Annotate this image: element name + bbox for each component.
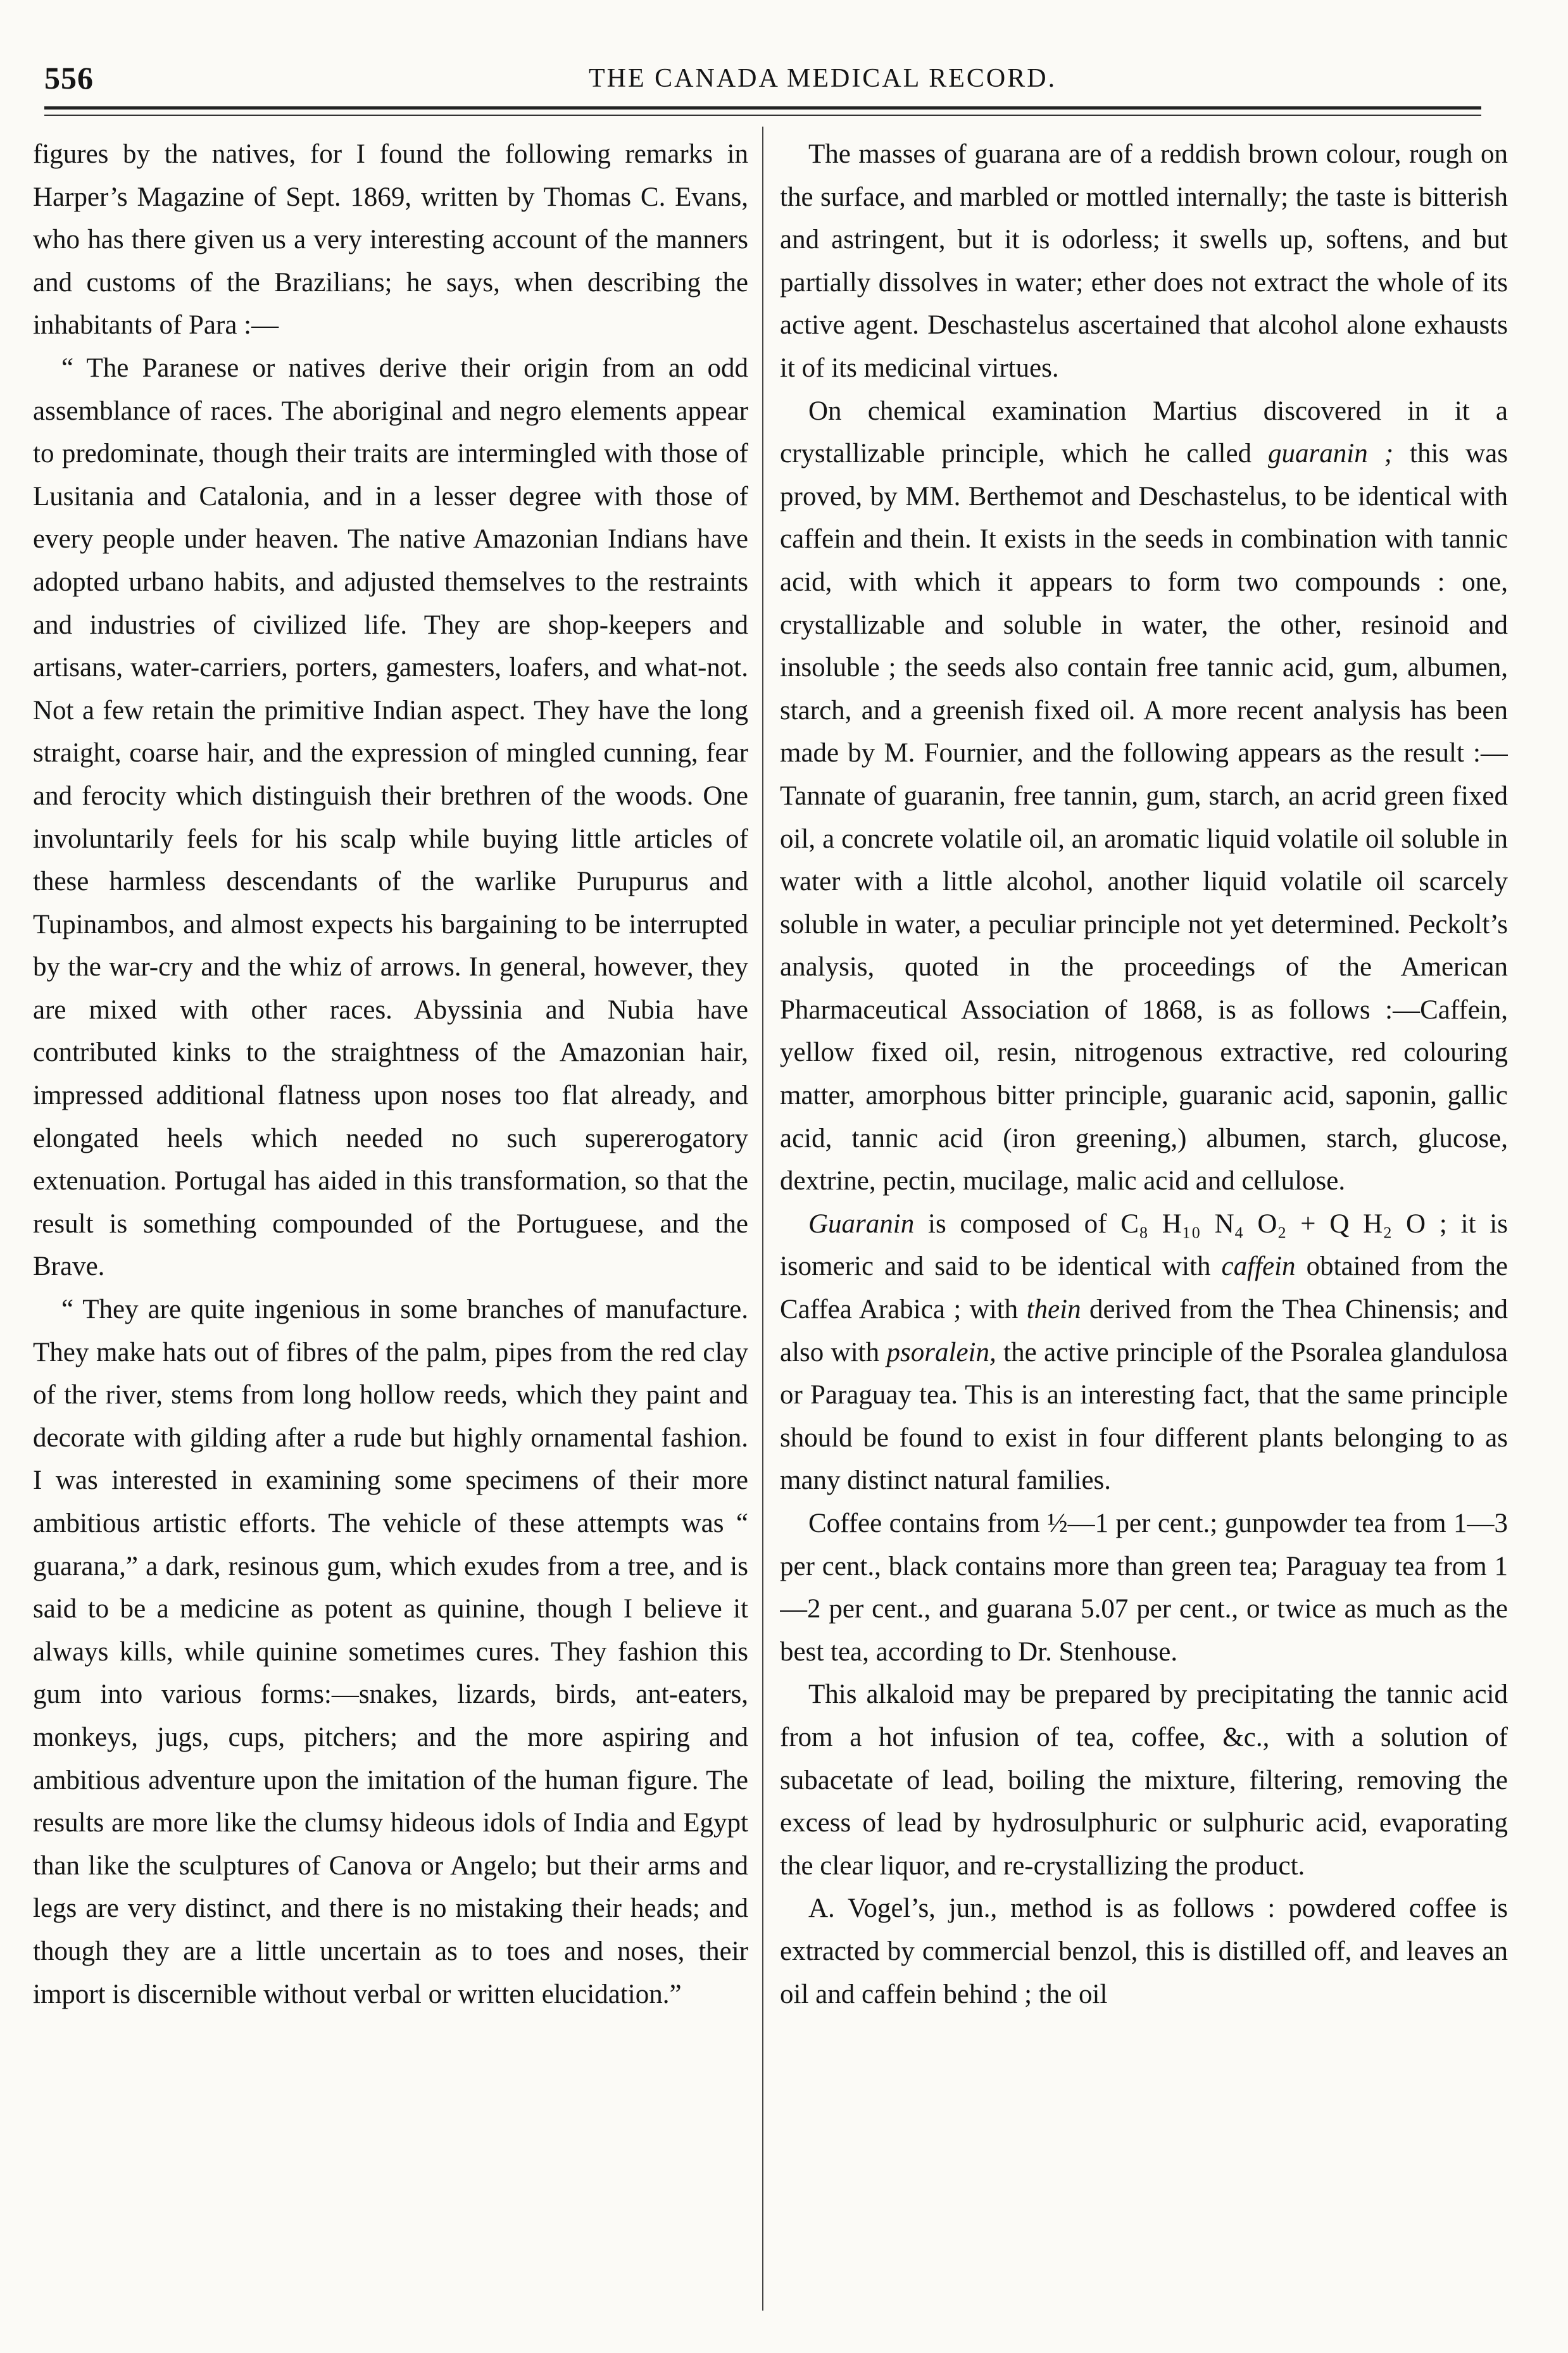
- journal-title: THE CANADA MEDICAL RECORD.: [589, 64, 1057, 93]
- term-psoralein: psoralein,: [886, 1337, 996, 1367]
- left-column: [33, 133, 748, 2311]
- right-paragraph-3-text-d: the active principle of the Psoralea glandulosa or Paraguay tea. This is an interesting fact, that the same principle should be found to exist in four different plants belonging to as many distinct natural families.: [780, 1337, 1508, 1496]
- term-thein: thein: [1026, 1295, 1081, 1325]
- term-caffein: caffein: [1221, 1252, 1296, 1282]
- right-paragraph-3-text-c: derived from the Thea Chinensis; and also with: [780, 1295, 1508, 1367]
- right-paragraph-2-text-a: On chemical examination Martius discovered in it a crystallizable principle, which he called: [780, 396, 1508, 469]
- right-paragraph-3-text-b: obtained from the Caffea Arabica ; with: [780, 1252, 1508, 1325]
- right-paragraph-1: The masses of guarana are of a reddish brown colour, rough on the surface, and marbled or mottled internally; the taste is bitterish and astringent, but it is odorless; it swells up, softens, and but partially dissolves in water; ether does not extract the whole of its active agent. Deschastelus ascertained that alcohol alone exhausts it of its medicinal virtues.: [780, 139, 1508, 383]
- term-guaranin-formula: Guaranin: [808, 1208, 915, 1239]
- right-paragraph-3: [780, 1203, 1508, 1502]
- left-paragraph-3: “ They are quite ingenious in some branches of manufacture. They make hats out of fibres of the palm, pipes from the red clay of the river, stems from long hollow reeds, which they paint and decorate with gilding after a rude but highly ornamental fashion. I was interested in examining some specimens of their more ambitious artistic efforts. The vehicle of these attempts was “ guarana,” a dark, resinous gum, which exudes from a tree, and is said to be a medicine as potent as quinine, though I believe it always kills, while quinine sometimes cures. They fashion this gum into various forms:—snakes, lizards, birds, ant-eaters, monkeys, jugs, cups, pitchers; and the more aspiring and ambitious adventure upon the imitation of the human figure. The results are more like the clumsy hideous idols of India and Egypt than like the sculptures of Canova or Angelo; but their arms and legs are very distinct, and there is no mistaking their heads; and though they are a little uncertain as to toes and noses, their import is discernible without verbal or written elucidation.”: [33, 1295, 748, 2009]
- page-number: 556: [44, 60, 94, 96]
- right-paragraph-2: [780, 390, 1508, 1203]
- right-paragraph-2-text-b: this was proved, by MM. Berthemot and Deschastelus, to be identical with caffein and thein. It exists in the seeds in combination with tannic acid, with which it appears to form two compounds : one, crystallizable and soluble in water, the other, resinoid and insoluble ; the seeds also contain free tannic acid, gum, albumen, starch, and a greenish fixed oil. A more recent analysis has been made by M. Fournier, and the following appears as the result :—Tannate of guaranin, free tannin, gum, starch, an acrid green fixed oil, a concrete volatile oil, an aromatic liquid volatile oil soluble in water with a little alcohol, another liquid volatile oil scarcely soluble in water, a peculiar principle not yet determined. Peckolt’s analysis, quoted in the proceedings of the American Pharmaceutical Association of 1868, is as follows :—Caffein, yellow fixed oil, resin, nitrogenous extractive, red colouring matter, amorphous bitter principle, guaranic acid, saponin, gallic acid, tannic acid (iron greening,) albumen, starch, glucose, dextrine, pectin, mucilage, malic acid and cellulose.: [780, 439, 1508, 1196]
- column-divider: [762, 127, 763, 2311]
- left-paragraph-1: figures by the natives, for I found the following remarks in Harper’s Magazine of Sept. 1869, written by Thomas C. Evans, who has there given us a very interesting account of the manners and customs of the Brazilians; he says, when describing the inhabitants of Para :—: [33, 139, 748, 341]
- right-paragraph-3-text-a: is composed of C₈ H₁₀ N₄ O₂ + Q H₂ O ; it is isomeric and said to be identical with: [780, 1208, 1508, 1282]
- left-paragraph-2: “ The Paranese or natives derive their origin from an odd assemblance of races. The aboriginal and negro elements appear to predominate, though their traits are intermingled with those of Lusitania and Catalonia, and in a lesser degree with those of every people under heaven. The native Amazonian Indians have adopted urbano habits, and adjusted themselves to the restraints and industries of civilized life. They are shop-keepers and artisans, water-carriers, porters, gamesters, loafers, and what-not. Not a few retain the primitive Indian aspect. They have the long straight, coarse hair, and the expression of mingled cunning, fear and ferocity which distinguish their brethren of the woods. One involuntarily feels for his scalp while buying little articles of these harmless descendants of the warlike Purupurus and Tupinambos, and almost expects his bargaining to be interrupted by the war-cry and the whiz of arrows. In general, however, they are mixed with other races. Abyssinia and Nubia have contributed kinks to the straightness of the Amazonian hair, impressed additional flatness upon noses too flat already, and elongated heels which needed no such supererogatory extenuation. Portugal has aided in this transformation, so that the result is something compounded of the Portuguese, and the Brave.: [33, 353, 748, 1282]
- right-paragraph-4: Coffee contains from ½—1 per cent.; gunpowder tea from 1—3 per cent., black contains more than green tea; Paraguay tea from 1—2 per cent., and guarana 5.07 per cent., or twice as much as the best tea, according to Dr. Stenhouse.: [780, 1509, 1508, 1667]
- running-head: [44, 56, 1500, 100]
- right-column: [780, 133, 1508, 2311]
- right-paragraph-5: This alkaloid may be prepared by precipitating the tannic acid from a hot infusion of tea, coffee, &c., with a solution of subacetate of lead, boiling the mixture, filtering, removing the excess of lead by hydrosulphuric or sulphuric acid, evaporating the clear liquor, and re-crystallizing the product.: [780, 1679, 1508, 1881]
- right-paragraph-6: A. Vogel’s, jun., method is as follows : powdered coffee is extracted by commercial benzol, this is distilled off, and leaves an oil and caffein behind ; the oil: [780, 1893, 1508, 2009]
- term-guaranin: guaranin ;: [1268, 439, 1394, 469]
- header-rule-thin: [44, 115, 1481, 116]
- header-rule-thick: [44, 106, 1481, 110]
